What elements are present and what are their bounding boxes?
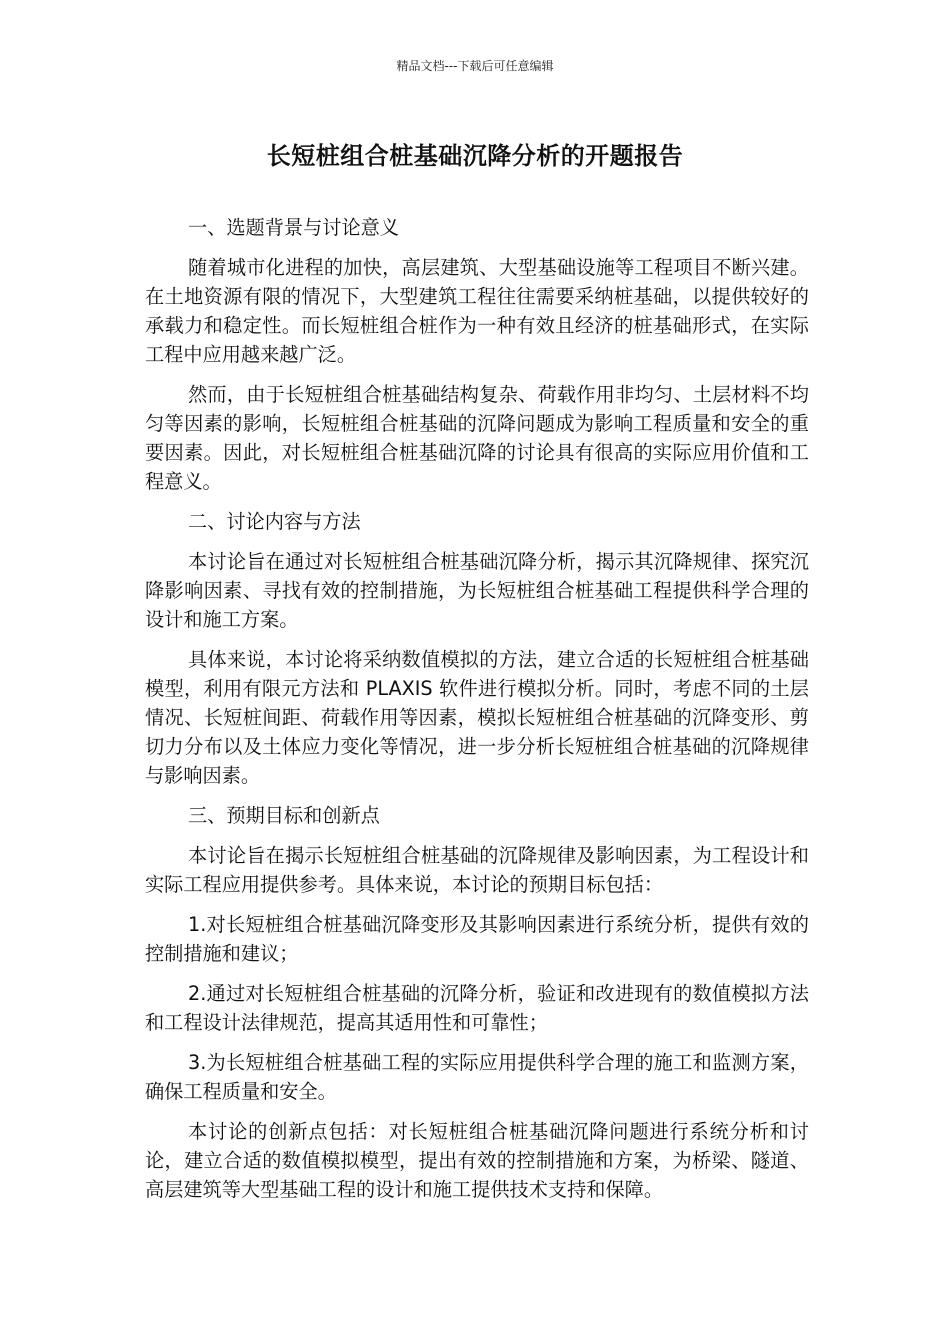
paragraph-background-2: 然而，由于长短桩组合桩基础结构复杂、荷载作用非均匀、土层材料不均匀等因素的影响，长短桩组合桩基础的沉降问题成为影响工程质量和安全的重要因素。因此，对长短桩组合桩基础沉降的讨论具有很高的实际应用价值和工程意义。 <box>145 383 809 493</box>
goal-item-3: 3.为长短桩组合桩基础工程的实际应用提供科学合理的施工和监测方案，确保工程质量和安全。 <box>145 1051 809 1103</box>
section-heading-goals: 三、预期目标和创新点 <box>188 804 380 827</box>
document-body <box>145 213 809 1215</box>
goal-item-1: 1.对长短桩组合桩基础沉降变形及其影响因素进行系统分析，提供有效的控制措施和建议； <box>145 913 809 965</box>
section-heading-content-method: 二、讨论内容与方法 <box>188 510 361 533</box>
section-heading-background: 一、选题背景与讨论意义 <box>188 216 400 239</box>
page-header: 精品文档---下载后可任意编辑 <box>396 59 554 73</box>
paragraph-innovation: 本讨论的创新点包括：对长短桩组合桩基础沉降问题进行系统分析和讨论，建立合适的数值模拟模型，提出有效的控制措施和方案，为桥梁、隧道、高层建筑等大型基础工程的设计和施工提供技术支持和保障。 <box>145 1120 809 1201</box>
paragraph-background-1: 随着城市化进程的加快，高层建筑、大型基础设施等工程项目不断兴建。在土地资源有限的情况下，大型建筑工程往往需要采纳桩基础，以提供较好的承载力和稳定性。而长短桩组合桩作为一种有效且经济的桩基础形式，在实际工程中应用越来越广泛。 <box>145 256 809 366</box>
goal-item-2: 2.通过对长短桩组合桩基础的沉降分析，验证和改进现有的数值模拟方法和工程设计法律规范，提高其适用性和可靠性； <box>145 982 809 1034</box>
paragraph-goals-intro: 本讨论旨在揭示长短桩组合桩基础的沉降规律及影响因素，为工程设计和实际工程应用提供参考。具体来说，本讨论的预期目标包括： <box>145 844 809 896</box>
document-title: 长短桩组合桩基础沉降分析的开题报告 <box>266 142 684 170</box>
paragraph-content-1: 本讨论旨在通过对长短桩组合桩基础沉降分析，揭示其沉降规律、探究沉降影响因素、寻找有效的控制措施，为长短桩组合桩基础工程提供科学合理的设计和施工方案。 <box>145 550 809 631</box>
paragraph-content-2: 具体来说，本讨论将采纳数值模拟的方法，建立合适的长短桩组合桩基础模型，利用有限元方法和 PLAXIS 软件进行模拟分析。同时，考虑不同的土层情况、长短桩间距、荷载作用等因素，模拟长短桩组合桩基础的沉降变形、剪切力分布以及土体应力变化等情况，进一步分析长短桩组合桩基础的沉降规律与影响因素。 <box>145 648 809 787</box>
